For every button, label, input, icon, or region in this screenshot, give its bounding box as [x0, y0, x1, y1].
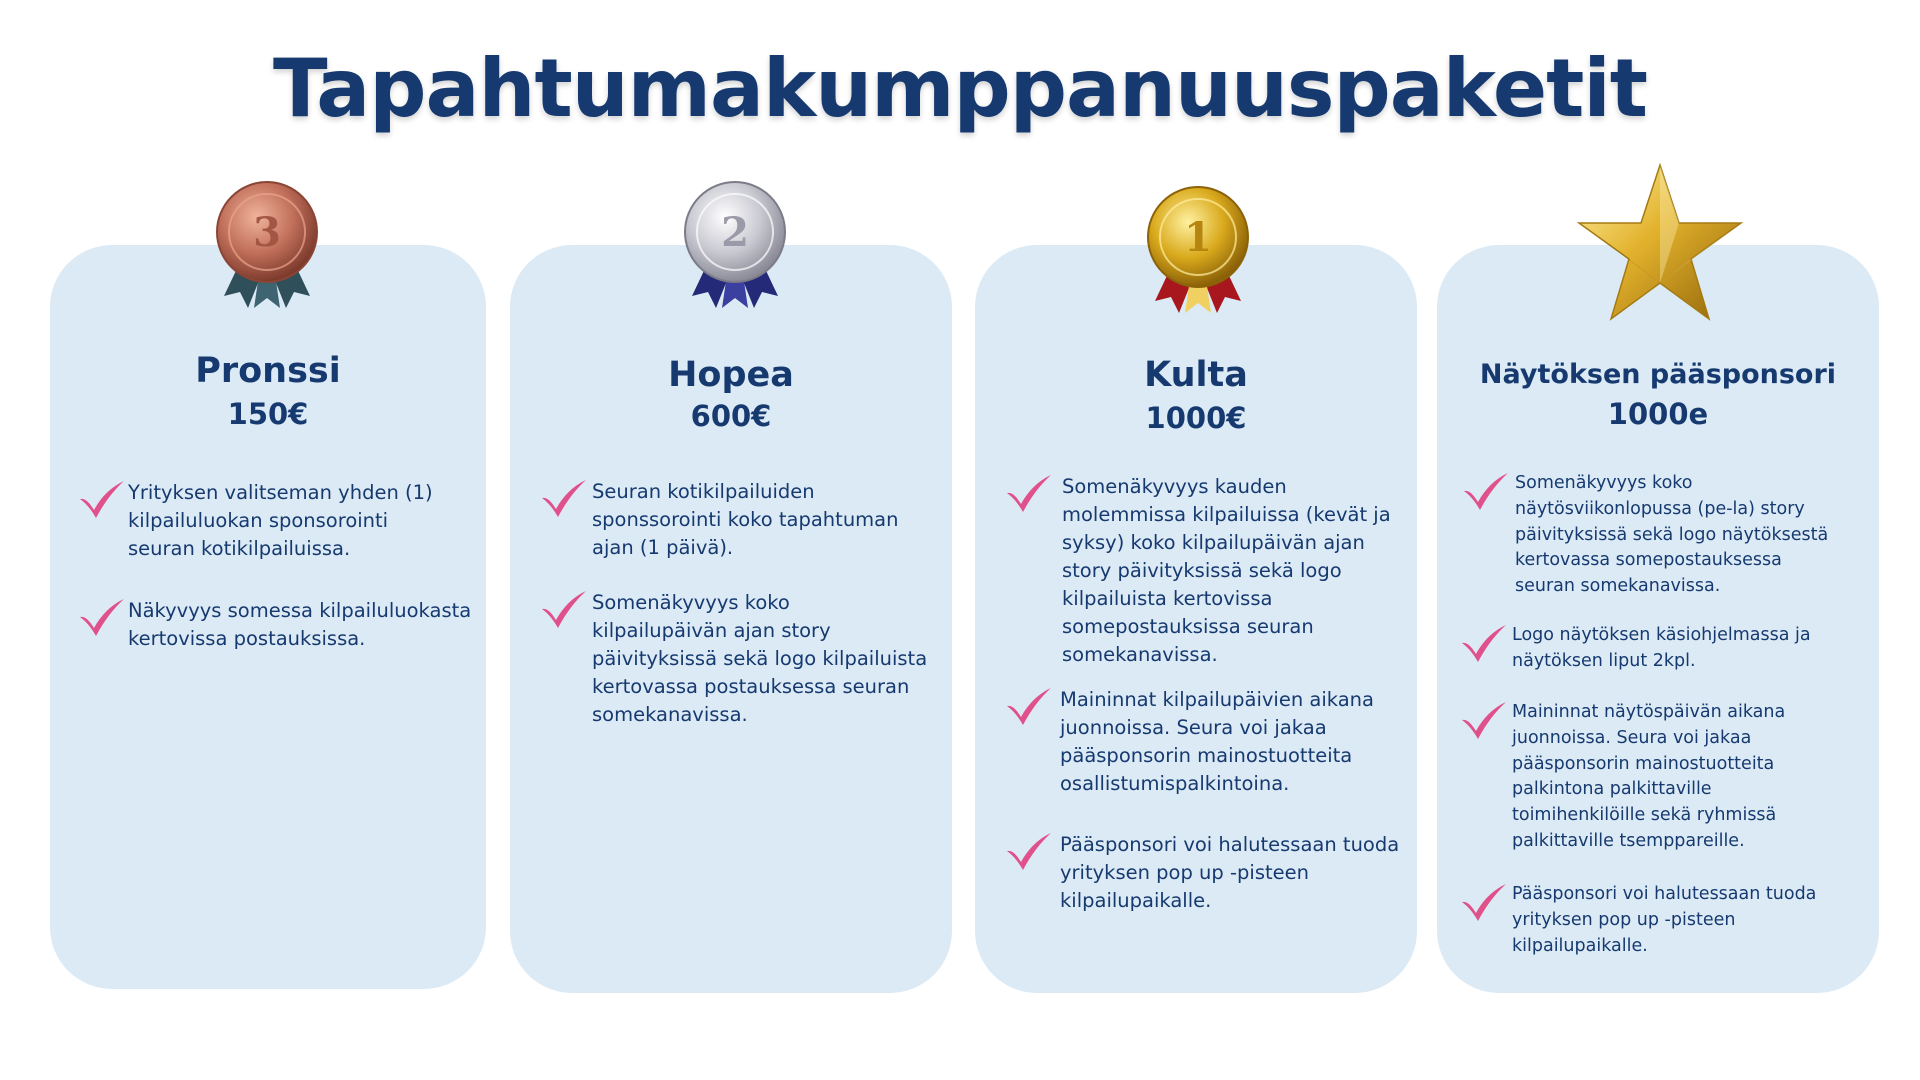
- check-icon: [1460, 623, 1508, 663]
- package-price: 600€: [690, 399, 772, 433]
- medal-number: 3: [253, 209, 281, 256]
- gold-medal-icon: [1143, 185, 1253, 320]
- package-price: 150€: [227, 397, 309, 431]
- check-icon: [1460, 882, 1508, 922]
- feature-line: seuran somekanavissa.: [1515, 576, 1721, 597]
- feature-line: Maininnat näytöspäivän aikana: [1512, 702, 1786, 722]
- feature-line: kilpailupaikalle.: [1512, 935, 1648, 956]
- feature-line: molemmissa kilpailuissa (kevät ja: [1062, 503, 1391, 526]
- feature-line: kertovassa postauksessa seuran: [592, 675, 910, 698]
- feature-line: pääsponsorin mainostuotteita: [1512, 753, 1775, 774]
- feature-line: Logo näytöksen käsiohjelmassa ja: [1512, 625, 1811, 645]
- page-title: Tapahtumakumppanuuspaketit: [273, 42, 1647, 135]
- feature-line: päivityksissä sekä logo kilpailuista: [592, 647, 928, 670]
- feature-line: Somenäkyvyys koko: [592, 591, 790, 614]
- feature-line: yrityksen pop up -pisteen: [1512, 909, 1736, 930]
- feature-line: sponssorointi koko tapahtuman: [592, 508, 899, 531]
- package-name: Hopea: [668, 355, 794, 395]
- feature-line: juonnoissa. Seura voi jakaa: [1060, 716, 1327, 739]
- feature-line: Somenäkyvyys kauden: [1062, 475, 1287, 498]
- feature-line: toimihenkilöille sekä ryhmissä: [1512, 805, 1777, 826]
- check-icon: [78, 597, 126, 637]
- check-icon: [1005, 473, 1053, 513]
- feature-line: palkittaville tsemppareille.: [1512, 830, 1745, 851]
- feature-line: story päivityksissä sekä logo: [1062, 559, 1342, 582]
- feature-line: ajan (1 päivä).: [592, 536, 734, 559]
- feature-line: Pääsponsori voi halutessaan tuoda: [1512, 884, 1817, 904]
- package-price: 1000e: [1607, 397, 1709, 431]
- feature-line: kilpailuluokan sponsorointi: [128, 509, 389, 532]
- check-icon: [78, 479, 126, 519]
- medal-number: 1: [1184, 214, 1212, 261]
- feature-line: syksy) koko kilpailupäivän ajan: [1062, 531, 1365, 554]
- feature-line: kertovissa postauksissa.: [128, 627, 366, 650]
- feature-line: somepostauksissa seuran: [1062, 615, 1314, 638]
- check-icon: [540, 478, 588, 518]
- check-icon: [1460, 700, 1508, 740]
- package-name: Kulta: [1144, 355, 1248, 395]
- feature-line: palkintona palkittaville: [1512, 779, 1712, 800]
- check-icon: [1462, 471, 1510, 511]
- feature-line: seuran kotikilpailuissa.: [128, 537, 351, 560]
- feature-line: osallistumispalkintoina.: [1060, 772, 1290, 795]
- feature-line: päivityksissä sekä logo näytöksestä: [1515, 524, 1829, 545]
- feature-line: somekanavissa.: [592, 703, 748, 726]
- feature-line: yrityksen pop up -pisteen: [1060, 861, 1309, 884]
- check-icon: [1005, 831, 1053, 871]
- feature-line: pääsponsorin mainostuotteita: [1060, 744, 1353, 767]
- feature-line: Näkyvyys somessa kilpailuluokasta: [128, 599, 472, 622]
- package-card-hopea: [510, 245, 952, 993]
- feature-line: Pääsponsori voi halutessaan tuoda: [1060, 833, 1400, 856]
- silver-medal-icon: [680, 180, 790, 315]
- package-price: 1000€: [1145, 401, 1247, 435]
- package-card-pronssi: [50, 245, 486, 989]
- gold-star-icon: [1575, 163, 1745, 323]
- package-card-kulta: [975, 245, 1417, 993]
- package-card-main-sponsor: [1437, 245, 1879, 993]
- feature-line: Maininnat kilpailupäivien aikana: [1060, 688, 1374, 711]
- medal-number: 2: [721, 209, 749, 256]
- feature-line: somekanavissa.: [1062, 643, 1218, 666]
- package-name: Näytöksen pääsponsori: [1479, 359, 1837, 390]
- feature-line: kilpailuista kertovissa: [1062, 587, 1273, 610]
- feature-line: kertovassa somepostauksessa: [1515, 550, 1782, 571]
- bronze-medal-icon: [212, 180, 322, 315]
- package-name: Pronssi: [195, 351, 341, 391]
- feature-line: kilpailupäivän ajan story: [592, 619, 831, 642]
- feature-line: Somenäkyvyys koko: [1515, 473, 1693, 493]
- feature-line: juonnoissa. Seura voi jakaa: [1512, 727, 1752, 748]
- check-icon: [1005, 686, 1053, 726]
- feature-line: näytösviikonlopussa (pe-la) story: [1515, 498, 1805, 519]
- feature-line: Seuran kotikilpailuiden: [592, 480, 815, 503]
- feature-line: Yrityksen valitseman yhden (1): [128, 481, 433, 504]
- feature-line: näytöksen liput 2kpl.: [1512, 650, 1696, 671]
- check-icon: [540, 589, 588, 629]
- feature-line: kilpailupaikalle.: [1060, 889, 1212, 912]
